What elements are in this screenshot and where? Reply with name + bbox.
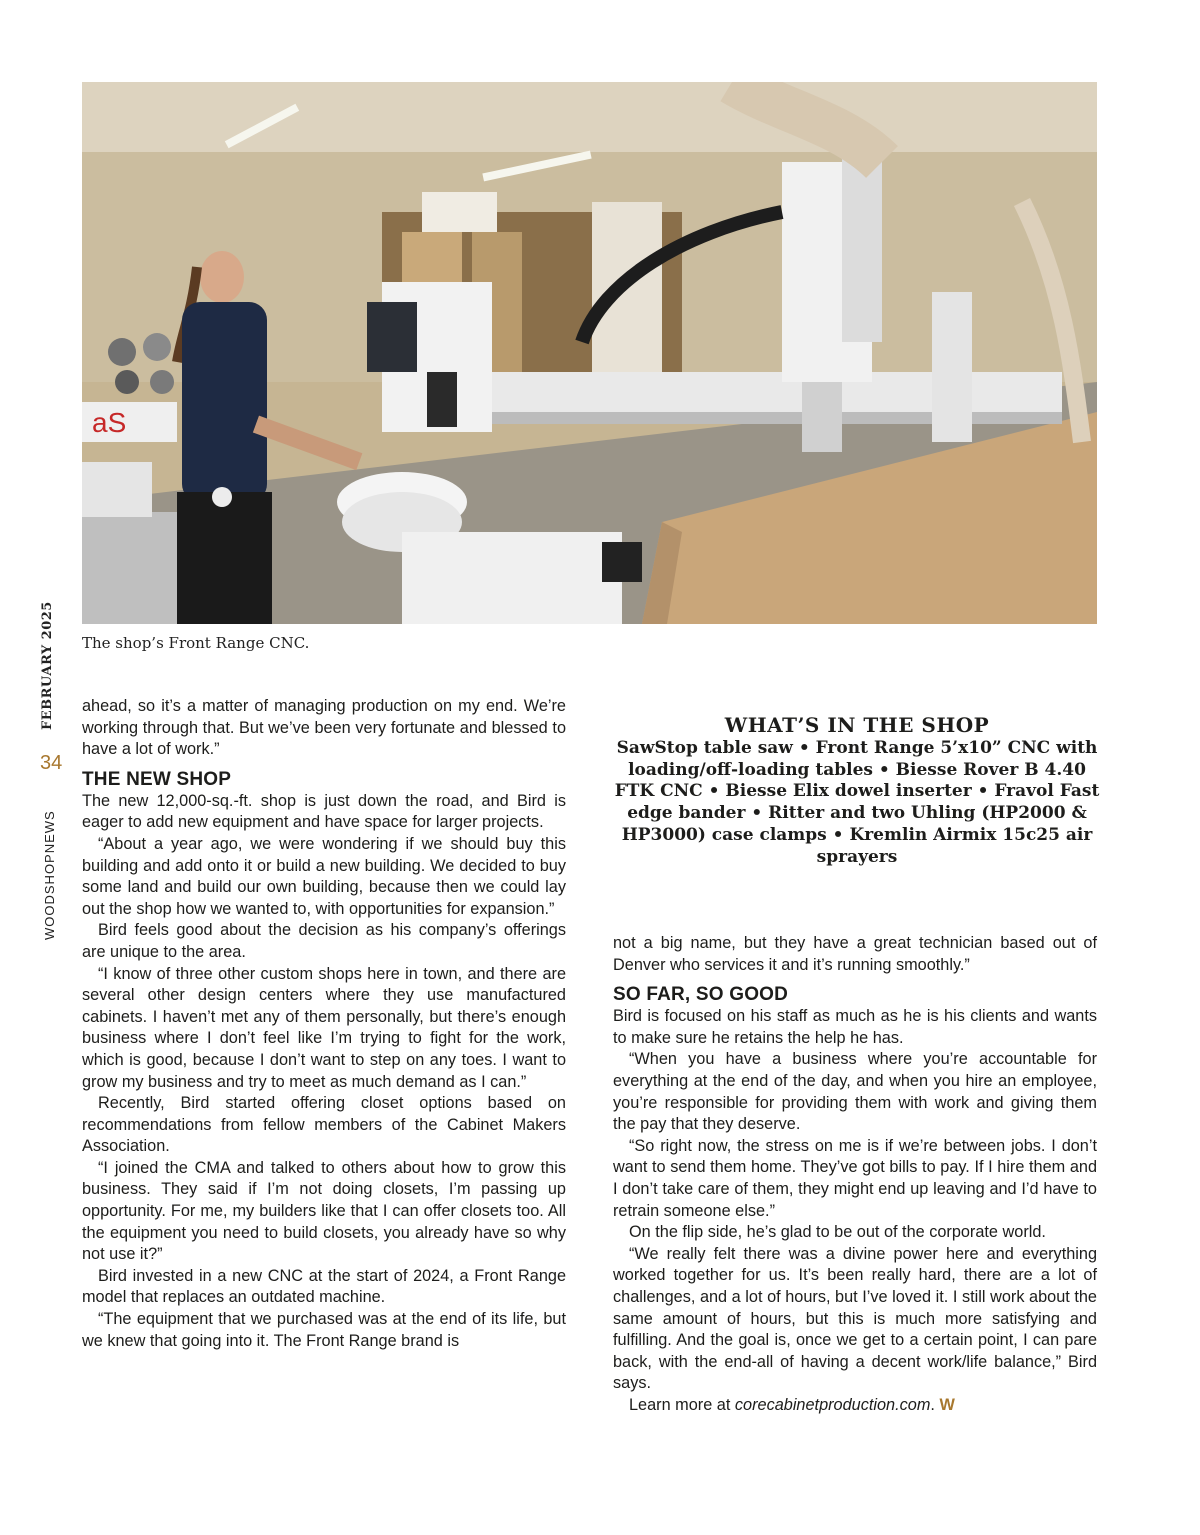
paragraph: “So right now, the stress on me is if we’re between jobs. I don’t want to send them home. They’ve got bills to pay. If I hire them and I don’t take care of them, they might end up leaving and I’d have to retrain someone else.” — [613, 1136, 1097, 1220]
paragraph: “About a year ago, we were wondering if we should buy this building and add onto it or build a new building. We decided to buy some land and build our own building, because then we could lay out the shop how we wanted to, with opportunities for expansion.” — [82, 834, 566, 918]
paragraph: On the flip side, he’s glad to be out of the corporate world. — [629, 1223, 1046, 1242]
shop-photo — [82, 82, 1097, 624]
paragraph: “When you have a business where you’re accountable for everything at the end of the day, and when you hire an employee, you’re responsible for providing them with work and giving them the pay that they deserve. — [613, 1050, 1097, 1134]
paragraph: ahead, so it’s a matter of managing production on my end. We’re working through that. But we’ve been very fortunate and blessed to have a lot of work.” — [82, 697, 566, 759]
whats-in-the-shop-sidebar — [613, 712, 1101, 868]
paragraph: “We really felt there was a divine power here and everything worked together for us. It’s been really hard, there are a lot of challenges, and a lot of hours, but I’ve loved it. I still work about the same amount of hours, but this is much more satisfying and fulfilling. And the goal is, once we get to a certain point, I can pare back, with the end-all of having a decent work/life balance,” Bird says. — [613, 1244, 1097, 1393]
cnc-machine-illustration — [82, 82, 1097, 624]
paragraph: “The equipment that we purchased was at the end of its life, but we knew that going into it. The Front Range brand is — [82, 1310, 566, 1350]
folio — [28, 598, 68, 943]
section-heading-so-far-so-good: SO FAR, SO GOOD — [613, 984, 789, 1006]
sign-text: aS — [92, 407, 127, 438]
website-link[interactable]: corecabinetproduction.com — [734, 1395, 931, 1414]
period: . — [930, 1395, 935, 1414]
paragraph: “I know of three other custom shops here in town, and there are several other design centers where they use manufactured cabinets. I haven’t met any of them personally, but there’s enough business where I don’t feel like I’m trying to fight for the work, which is good, because I don’t want to step on any toes. I want to grow my business and try to meet as much demand as I can.” — [82, 964, 566, 1091]
magazine-name: WOODSHOPNEWS — [42, 810, 57, 940]
closing-paragraph — [613, 1395, 1097, 1417]
photo-caption: The shop’s Front Range CNC. — [82, 634, 310, 652]
paragraph: Bird invested in a new CNC at the start of 2024, a Front Range model that replaces an outdated machine. — [82, 1266, 566, 1307]
paragraph: Bird is focused on his staff as much as he is his clients and wants to make sure he retains the help he has. — [613, 1007, 1097, 1047]
paragraph: “I joined the CMA and talked to others about how to grow this business. They said if I’m not doing closets, I’m passing up opportunity. For me, my builders like that I can offer closets too. All the equipment you need to build closets, you already have so why not use it?” — [82, 1158, 566, 1264]
sidebar-title: WHAT’S IN THE SHOP — [724, 713, 990, 737]
article-column-2 — [613, 933, 1097, 1416]
article-column-1 — [82, 696, 566, 1352]
sidebar-equipment-list: SawStop table saw • Front Range 5’x10” CNC with loading/off-loading tables • Biesse Rover B 4.40 FTK CNC • Biesse Elix dowel inserter • Fravol Fast edge bander • Ritter and two Uhling (HP2000 & HP3000) case clamps • Kremlin Airmix 15c25 air sprayers — [614, 738, 1100, 867]
page-number: 34 — [40, 752, 63, 774]
section-heading-new-shop: THE NEW SHOP — [82, 768, 232, 790]
end-mark-icon: W — [939, 1395, 955, 1414]
learn-more-text: Learn more at — [629, 1395, 735, 1414]
issue-date: FEBRUARY 2025 — [40, 601, 55, 730]
paragraph: The new 12,000-sq.-ft. shop is just down the road, and Bird is eager to add new equipment and have space for larger projects. — [82, 791, 566, 832]
paragraph: not a big name, but they have a great technician based out of Denver who services it and it’s running smoothly.” — [613, 934, 1097, 974]
paragraph: Bird feels good about the decision as his company’s offerings are unique to the area. — [82, 921, 566, 961]
paragraph: Recently, Bird started offering closet options based on recommendations from fellow members of the Cabinet Makers Association. — [82, 1094, 566, 1156]
